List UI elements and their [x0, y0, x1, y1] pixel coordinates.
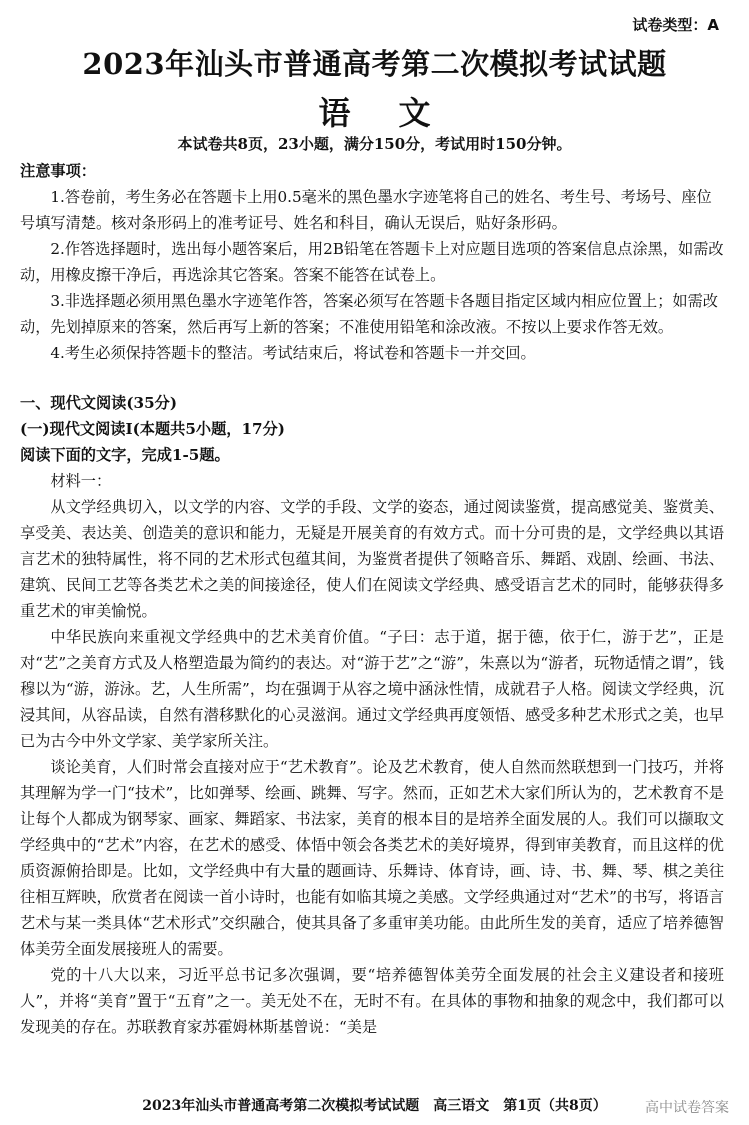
reading-material	[20, 494, 724, 1040]
subject-title: 语文	[318, 94, 479, 132]
notes-heading: 注意事项：	[20, 162, 96, 180]
material-label: 材料一：	[50, 472, 112, 490]
reading-paragraph: 中华民族向来重视文学经典中的艺术美育价值。“子曰：志于道，据于德，依于仁，游于艺”，正是对“艺”之美育方式及人格塑造最为简约的表达。对“游于艺”之“游”，朱熹以为“游者，玩物适情之谓”，钱穆以为“游，游泳。艺，人生所需”，均在强调于从容之境中涵泳性情，成就君子人格。阅读文学经典，沉浸其间，从容品读，自然有潜移默化的心灵滋润。通过文学经典再度领悟、感受多种艺术形式之美，也早已为古今中外文学家、美学家所关注。	[20, 628, 724, 750]
document-body	[20, 158, 724, 1040]
page-footer: 2023年汕头市普通高考第二次模拟考试试题 高三语文 第1页（共8页）	[142, 1098, 607, 1114]
section-title: 一、现代文阅读(35分)	[20, 394, 178, 412]
note-item: 3.非选择题必须用黑色墨水字迹笔作答，答案必须写在答题卡各题目指定区域内相应位置上；如需改动，先划掉原来的答案，然后再写上新的答案；不准使用铅笔和涂改液。不按以上要求作答无效。	[20, 292, 718, 336]
reading-paragraph: 从文学经典切入，以文学的内容、文学的手段、文学的姿态，通过阅读鉴赏，提高感觉美、鉴赏美、享受美、表达美、创造美的意识和能力，无疑是开展美育的有效方式。而十分可贵的是，文学经典以其语言艺术的独特属性，将不同的艺术形式包蕴其间，为鉴赏者提供了领略音乐、舞蹈、戏剧、绘画、书法、建筑、民间工艺等各类艺术之美的间接途径，使人们在阅读文学经典、感受语言艺术的同时，能够获得多重艺术的审美愉悦。	[20, 498, 724, 620]
reading-paragraph: 党的十八大以来，习近平总书记多次强调，要“培养德智体美劳全面发展的社会主义建设者和接班人”，并将“美育”置于“五育”之一。美无处不在，无时不有。在具体的事物和抽象的观念中，我们都可以发现美的存在。苏联教育家苏霍姆林斯基曾说：“美是	[20, 966, 724, 1036]
exam-title: 2023年汕头市普通高考第二次模拟考试试题	[82, 47, 667, 81]
paper-type-label: 试卷类型：A	[632, 16, 719, 34]
note-item: 4.考生必须保持答题卡的整洁。考试结束后，将试卷和答题卡一并交回。	[50, 344, 536, 362]
exam-info: 本试卷共8页，23小题，满分150分，考试用时150分钟。	[177, 135, 572, 153]
note-item: 1.答卷前，考生务必在答题卡上用0.5毫米的黑色墨水字迹笔将自己的姓名、考生号、考场号、座位号填写清楚。核对条形码上的准考证号、姓名和科目，确认无误后，贴好条形码。	[20, 188, 712, 232]
note-item: 2.作答选择题时，选出每小题答案后，用2B铅笔在答题卡上对应题目选项的答案信息点涂黑，如需改动，用橡皮擦干净后，再选涂其它答案。答案不能答在试卷上。	[20, 240, 724, 284]
section-subtitle: (一)现代文阅读Ⅰ(本题共5小题，17分)	[20, 420, 285, 438]
section-instruction: 阅读下面的文字，完成1-5题。	[20, 446, 230, 464]
watermark-text: 高中试卷答案	[643, 1097, 731, 1117]
reading-paragraph: 谈论美育，人们时常会直接对应于“艺术教育”。论及艺术教育，使人自然而然联想到一门技巧，并将其理解为学一门“技术”，比如弹琴、绘画、跳舞、写字。然而，正如艺术大家们所认为的，艺术教育不是让每个人都成为钢琴家、画家、舞蹈家、书法家，美育的根本目的是培养全面发展的人。我们可以撷取文学经典中的“艺术”内容，在艺术的感受、体悟中领会各类艺术的美好境界，得到审美教育，而且这样的优质资源俯拾即是。比如，文学经典中有大量的题画诗、乐舞诗、体育诗，画、诗、书、舞、琴、棋之美往往相互辉映，欣赏者在阅读一首小诗时，也能有如临其境之美感。文学经典通过对“艺术”的书写，将语言艺术与某一类具体“艺术形式”交织融合，使其具备了多重审美功能。由此所生发的美育，适应了培养德智体美劳全面发展接班人的需要。	[20, 758, 724, 958]
